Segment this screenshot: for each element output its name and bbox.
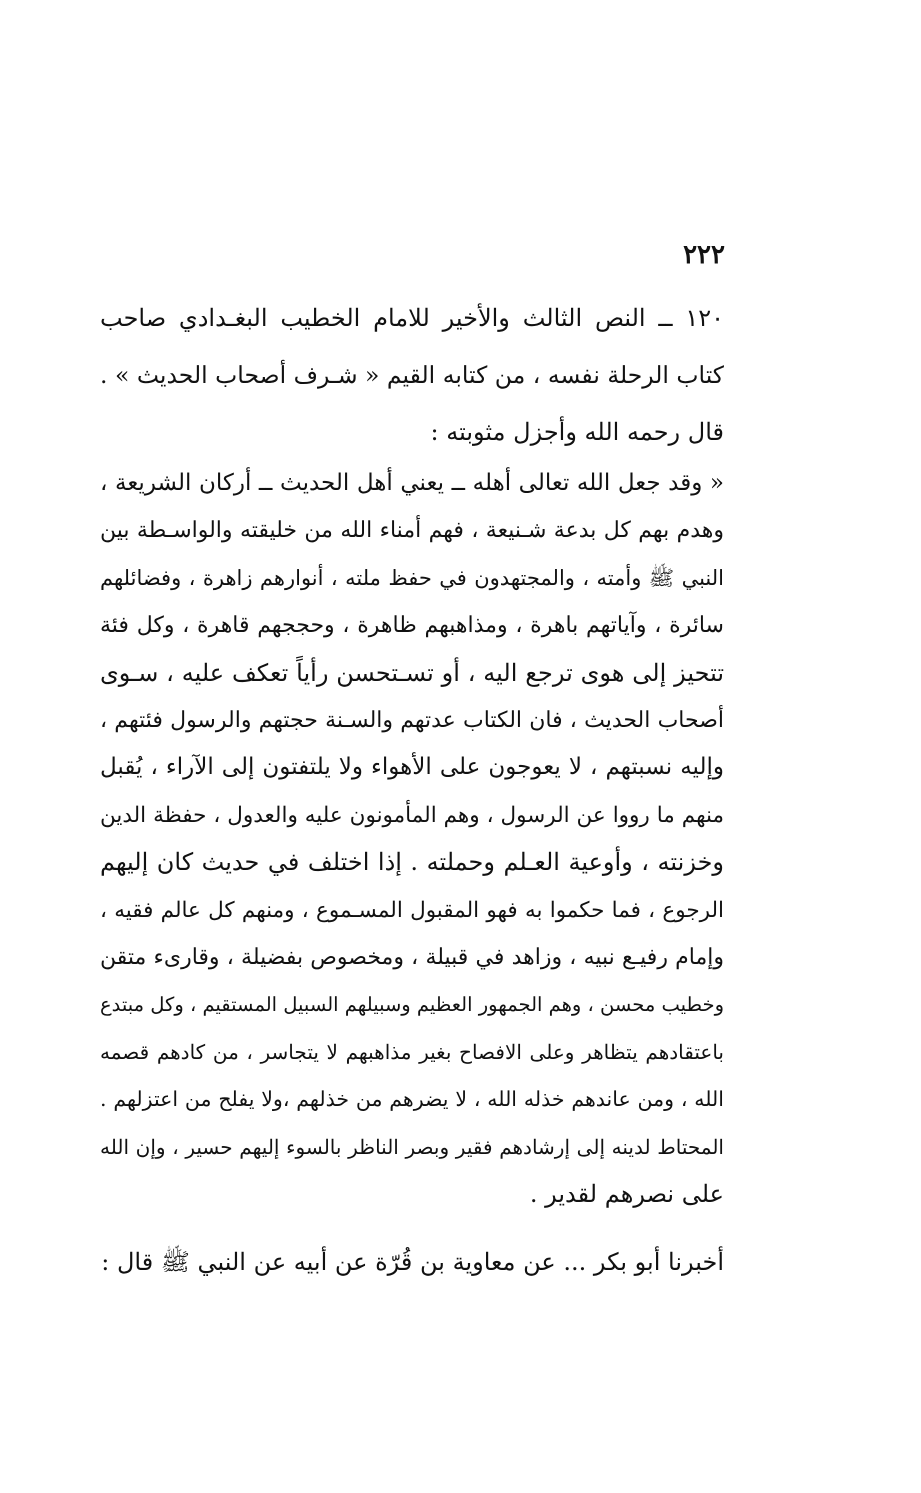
quote-line: وخزنته ، وأوعية العـلم وحملته . إذا اختلف في حديث كان إليهم bbox=[100, 848, 724, 877]
page-number: ٢٢٢ bbox=[683, 240, 725, 270]
intro-line: قال رحمه الله وأجزل مثوبته : bbox=[430, 418, 724, 446]
quote-line: « وقد جعل الله تعالى أهله ــ يعني أهل الحديث ــ أركان الشريعة ، bbox=[100, 470, 724, 496]
quote-line: على نصرهم لقدير . bbox=[529, 1180, 724, 1209]
quote-line: وهدم بهم كل بدعة شـنيعة ، فهم أمناء الله من خليقته والواسـطة بين bbox=[100, 518, 724, 544]
quote-line: أصحاب الحديث ، فان الكتاب عدتهم والسـنة حجتهم والرسول فئتهم ، bbox=[100, 708, 724, 734]
quote-line: الله ، ومن عاندهم خذله الله ، لا يضرهم من خذلهم ،ولا يفلح من اعتزلهم . bbox=[100, 1087, 724, 1112]
quote-line: وإليه نسبتهم ، لا يعوجون على الأهواء ولا يلتفتون إلى الآراء ، يُقبل bbox=[100, 754, 724, 781]
quote-line: تتحيز إلى هوى ترجع اليه ، أو تسـتحسن رأياً تعكف عليه ، سـوى bbox=[100, 658, 724, 687]
quote-line: وخطيب محسن ، وهم الجمهور العظيم وسبيلهم السبيل المستقيم ، وكل مبتدع bbox=[100, 993, 724, 1017]
quotation-paragraph bbox=[100, 460, 724, 1219]
quote-line: باعتقادهم يتظاهر وعلى الافصاح بغير مذاهبهم لا يتجاسر ، من كادهم قصمه bbox=[100, 1039, 724, 1064]
quote-line: المحتاط لدينه إلى إرشادهم فقير وبصر الناظر بالسوء إليهم حسير ، وإن الله bbox=[100, 1134, 724, 1159]
intro-paragraph bbox=[100, 290, 724, 461]
quote-line: الرجوع ، فما حكموا به فهو المقبول المسـموع ، ومنهم كل عالم فقيه ، bbox=[100, 897, 724, 923]
quote-line: منهم ما رووا عن الرسول ، وهم المأمونون عليه والعدول ، حفظة الدين bbox=[100, 802, 724, 828]
quote-line: سائرة ، وآياتهم باهرة ، ومذاهبهم ظاهرة ، وحججهم قاهرة ، وكل فئة bbox=[100, 613, 724, 639]
quote-line: وإمام رفيـع نبيه ، وزاهد في قبيلة ، ومخصوص بفضيلة ، وقارىء متقن bbox=[100, 945, 724, 971]
isnad-line bbox=[100, 1238, 724, 1286]
quote-line: النبي ﷺ وأمته ، والمجتهدون في حفظ ملته ، أنوارهم زاهرة ، وفضائلهم bbox=[100, 565, 724, 590]
intro-line: ١٢٠ ــ النص الثالث والأخير للامام الخطيب البغـدادي صاحب bbox=[100, 304, 724, 332]
chain-line: أخبرنا أبو بكر ... عن معاوية بن قُرّة عن أبيه عن النبي ﷺ قال : bbox=[101, 1248, 724, 1276]
intro-line: كتاب الرحلة نفسه ، من كتابه القيم « شـرف أصحاب الحديث » . bbox=[100, 361, 724, 389]
